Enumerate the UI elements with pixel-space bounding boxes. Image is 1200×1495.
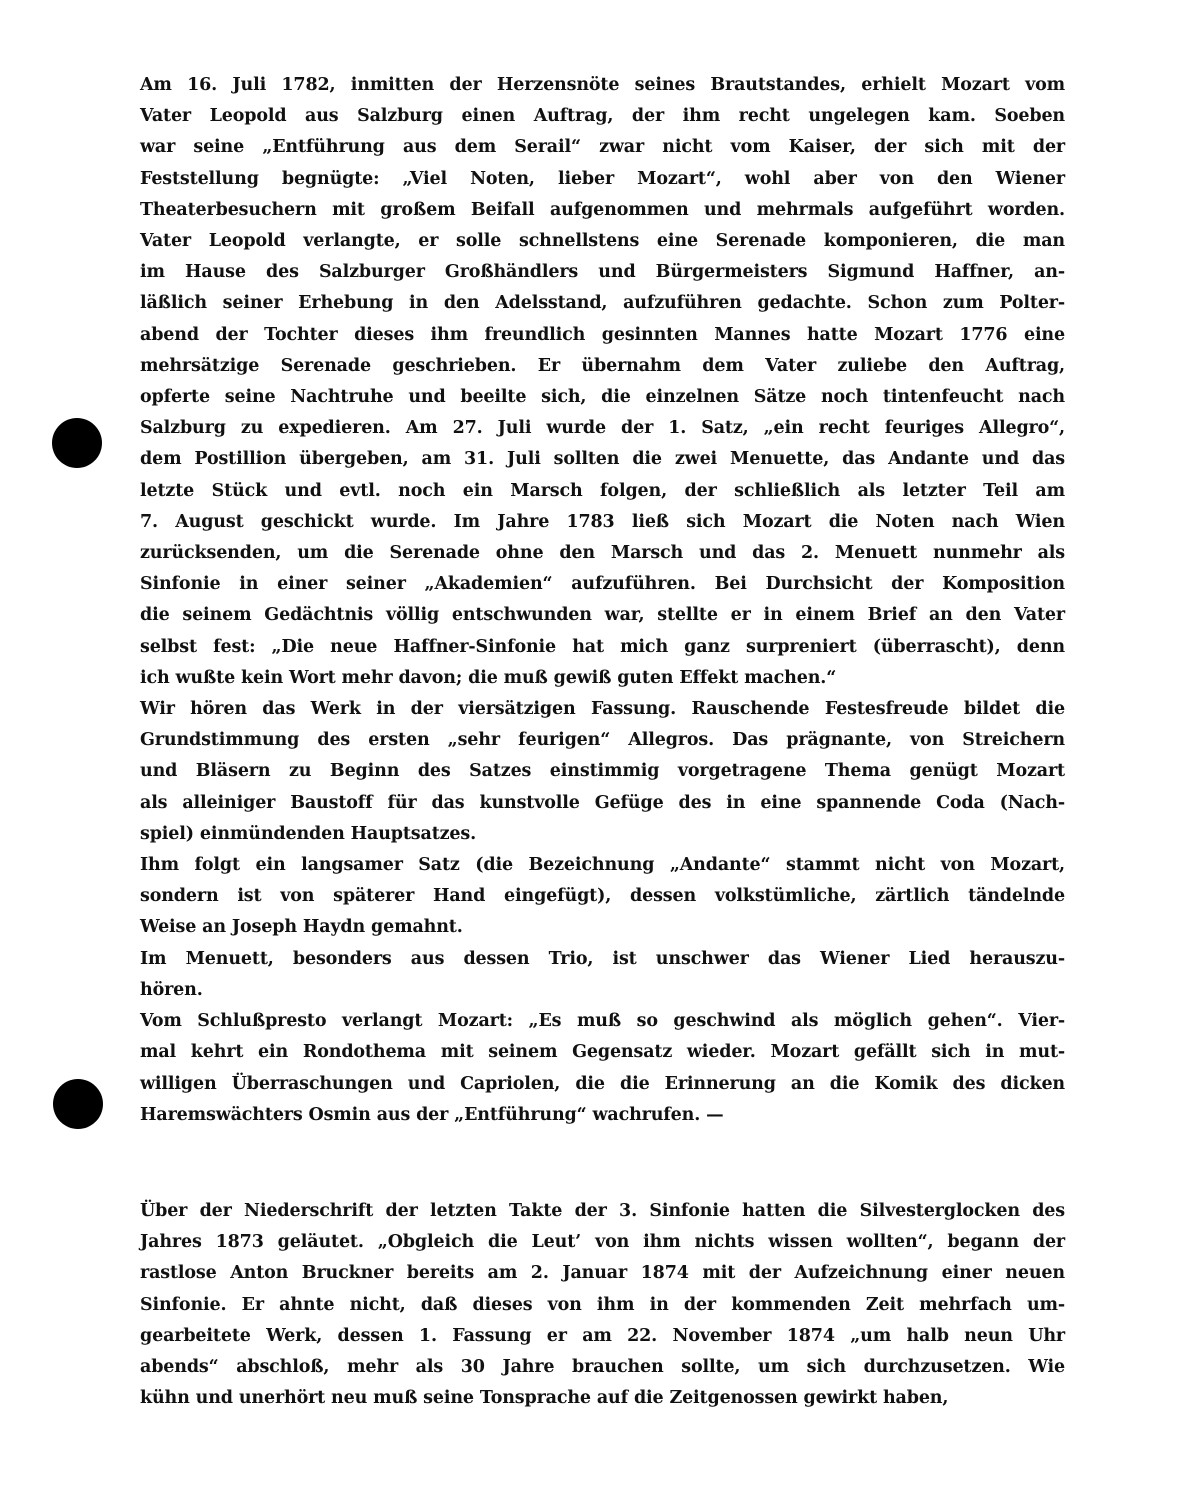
text-line: dem Postillion übergeben, am 31. Juli sollten die zwei Menuette, das Andante und das bbox=[140, 449, 1065, 470]
text-line: und Bläsern zu Beginn des Satzes einstimmig vorgetragene Thema genügt Mozart bbox=[140, 761, 1065, 782]
text-line: 7. August geschickt wurde. Im Jahre 1783 ließ sich Mozart die Noten nach Wien bbox=[140, 511, 1065, 532]
paragraph bbox=[140, 850, 1065, 944]
text-line: Sinfonie. Er ahnte nicht, daß dieses von ihm in der kommenden Zeit mehrfach um- bbox=[140, 1294, 1065, 1315]
text-line: Wir hören das Werk in der viersätzigen Fassung. Rauschende Festesfreude bildet die bbox=[140, 699, 1065, 720]
punch-hole-top bbox=[52, 418, 102, 468]
mozart-haffner-text-block bbox=[140, 70, 1065, 1131]
text-line: ich wußte kein Wort mehr davon; die muß gewiß guten Effekt machen.“ bbox=[140, 667, 837, 688]
text-line: Salzburg zu expedieren. Am 27. Juli wurde der 1. Satz, „ein recht feuriges Allegro“, bbox=[140, 418, 1065, 439]
paragraph bbox=[140, 70, 1065, 694]
text-line: mehrsätzige Serenade geschrieben. Er übernahm dem Vater zuliebe den Auftrag, bbox=[140, 355, 1065, 376]
text-line: sondern ist von späterer Hand eingefügt), dessen volkstümliche, zärtlich tändelnde bbox=[140, 886, 1065, 907]
text-line: gearbeitete Werk, dessen 1. Fassung er am 22. November 1874 „um halb neun Uhr bbox=[140, 1325, 1065, 1346]
text-line: Theaterbesuchern mit großem Beifall aufgenommen und mehrmals aufgeführt worden. bbox=[140, 199, 1065, 220]
text-line: Im Menuett, besonders aus dessen Trio, ist unschwer das Wiener Lied herauszu- bbox=[140, 948, 1065, 969]
text-line: hören. bbox=[140, 979, 203, 1000]
paragraph bbox=[140, 1006, 1065, 1131]
text-line: opferte seine Nachtruhe und beeilte sich, die einzelnen Sätze noch tintenfeucht nach bbox=[140, 387, 1065, 408]
text-line: die seinem Gedächtnis völlig entschwunden war, stellte er in einem Brief an den Vater bbox=[140, 605, 1065, 626]
paragraph bbox=[140, 944, 1065, 1006]
paragraph bbox=[140, 1196, 1065, 1414]
text-line: selbst fest: „Die neue Haffner-Sinfonie hat mich ganz surpreniert (überrascht), denn bbox=[140, 636, 1065, 657]
text-line: war seine „Entführung aus dem Serail“ zwar nicht vom Kaiser, der sich mit der bbox=[140, 137, 1065, 158]
text-line: Jahres 1873 geläutet. „Obgleich die Leut’ von ihm nichts wissen wollten“, begann der bbox=[140, 1232, 1065, 1253]
text-line: abends“ abschloß, mehr als 30 Jahre brauchen sollte, um sich durchzusetzen. Wie bbox=[140, 1357, 1065, 1378]
text-line: Sinfonie in einer seiner „Akademien“ aufzuführen. Bei Durchsicht der Komposition bbox=[140, 574, 1065, 595]
text-line: Weise an Joseph Haydn gemahnt. bbox=[140, 917, 463, 938]
text-line: kühn und unerhört neu muß seine Tonsprache auf die Zeitgenossen gewirkt haben, bbox=[140, 1388, 949, 1409]
text-line: spiel) einmündenden Hauptsatzes. bbox=[140, 823, 477, 844]
text-line: abend der Tochter dieses ihm freundlich gesinnten Mannes hatte Mozart 1776 eine bbox=[140, 324, 1065, 345]
text-line: Am 16. Juli 1782, inmitten der Herzensnöte seines Brautstandes, erhielt Mozart vom bbox=[140, 75, 1065, 95]
text-line: Ihm folgt ein langsamer Satz (die Bezeichnung „Andante“ stammt nicht von Mozart, bbox=[140, 855, 1065, 876]
text-line: Vater Leopold aus Salzburg einen Auftrag, der ihm recht ungelegen kam. Soeben bbox=[140, 106, 1065, 127]
text-line: Grundstimmung des ersten „sehr feurigen“ Allegros. Das prägnante, von Streichern bbox=[140, 730, 1065, 751]
text-line: mal kehrt ein Rondothema mit seinem Gegensatz wieder. Mozart gefällt sich in mut- bbox=[140, 1042, 1065, 1063]
text-line: zurücksenden, um die Serenade ohne den Marsch und das 2. Menuett nunmehr als bbox=[140, 543, 1065, 564]
text-line: im Hause des Salzburger Großhändlers und Bürgermeisters Sigmund Haffner, an- bbox=[140, 262, 1065, 283]
text-line: letzte Stück und evtl. noch ein Marsch folgen, der schließlich als letzter Teil am bbox=[140, 480, 1065, 501]
text-line: willigen Überraschungen und Capriolen, die die Erinnerung an die Komik des dicken bbox=[140, 1073, 1065, 1094]
text-line: als alleiniger Baustoff für das kunstvolle Gefüge des in eine spannende Coda (Nach- bbox=[140, 792, 1065, 813]
text-line: Über der Niederschrift der letzten Takte der 3. Sinfonie hatten die Silvesterglocken des bbox=[140, 1201, 1065, 1221]
text-line: Vom Schlußpresto verlangt Mozart: „Es muß so geschwind als möglich gehen“. Vier- bbox=[140, 1011, 1065, 1032]
text-line: Vater Leopold verlangte, er solle schnellstens eine Serenade komponieren, die man bbox=[140, 231, 1065, 252]
text-line: rastlose Anton Bruckner bereits am 2. Januar 1874 mit der Aufzeichnung einer neuen bbox=[140, 1263, 1065, 1284]
paragraph bbox=[140, 694, 1065, 850]
text-line: Haremswächters Osmin aus der „Entführung“ wachrufen. — bbox=[140, 1104, 724, 1125]
text-line: läßlich seiner Erhebung in den Adelsstand, aufzuführen gedachte. Schon zum Polter- bbox=[140, 293, 1065, 314]
text-line: Feststellung begnügte: „Viel Noten, lieber Mozart“, wohl aber von den Wiener bbox=[140, 168, 1065, 189]
punch-hole-bottom bbox=[53, 1079, 103, 1129]
bruckner-text-block bbox=[140, 1196, 1065, 1414]
